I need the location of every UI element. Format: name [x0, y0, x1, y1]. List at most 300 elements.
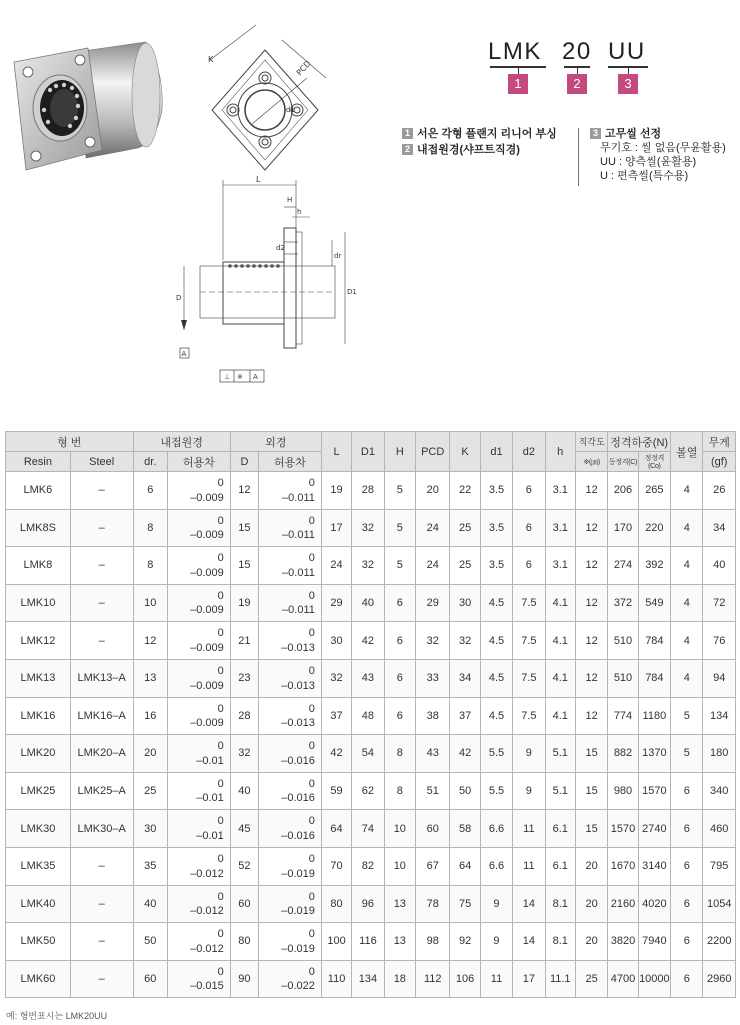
- cell-l: 37: [321, 697, 351, 735]
- cell-pcd: 32: [416, 622, 450, 660]
- cell-dr: 8: [133, 547, 167, 585]
- legend-num-2: 2: [402, 144, 413, 155]
- tolerance-upper: 0: [217, 514, 224, 527]
- side-view-drawing: [160, 170, 360, 385]
- tolerance-cell: [167, 547, 230, 585]
- cell-c: 2160: [608, 885, 638, 923]
- tolerance-upper: 0: [308, 852, 315, 865]
- legend-left: [402, 125, 557, 157]
- cell-k: 30: [450, 584, 480, 622]
- cell-d2: 9: [513, 772, 545, 810]
- tolerance-upper: 0: [308, 664, 315, 677]
- cell-perp: 12: [575, 472, 607, 510]
- tolerance-lower: –0.009: [190, 679, 224, 692]
- cell-dr: 25: [133, 772, 167, 810]
- tolerance-lower: –0.015: [190, 980, 224, 993]
- th-weight-unit: (gf): [703, 452, 736, 472]
- cell-h: 5.1: [545, 735, 575, 773]
- cell-c: 510: [608, 622, 638, 660]
- cell-k: 37: [450, 697, 480, 735]
- tolerance-cell: [259, 960, 322, 998]
- cell-d1: 62: [352, 772, 384, 810]
- table-row: [6, 659, 736, 697]
- tolerance-upper: 0: [308, 815, 315, 828]
- cell-c: 774: [608, 697, 638, 735]
- tolerance-cell: [259, 622, 322, 660]
- cell-perp: 15: [575, 772, 607, 810]
- cell-l: 29: [321, 584, 351, 622]
- cell-d: 45: [230, 810, 258, 848]
- tolerance-lower: –0.016: [281, 792, 315, 805]
- legend-divider: [578, 128, 579, 186]
- tolerance-cell: [167, 847, 230, 885]
- cell-resin: LMK40: [6, 885, 71, 923]
- cell-resin: LMK13: [6, 659, 71, 697]
- tolerance-lower: –0.012: [190, 905, 224, 918]
- cell-pcd: 112: [416, 960, 450, 998]
- cell-c: 1670: [608, 847, 638, 885]
- cell-balls: 4: [671, 547, 703, 585]
- cell-co: 3140: [638, 847, 670, 885]
- tolerance-lower: –0.016: [281, 829, 315, 842]
- th-dynamic: 동정격(C): [608, 452, 638, 472]
- cell-pcd: 98: [416, 923, 450, 961]
- cell-perp: 20: [575, 847, 607, 885]
- th-weight: 무게: [703, 432, 736, 452]
- cell-d2: 6: [513, 509, 545, 547]
- th-perp-unit: ※(㎛): [575, 452, 607, 472]
- table-row: [6, 697, 736, 735]
- cell-perp: 12: [575, 547, 607, 585]
- cell-co: 2740: [638, 810, 670, 848]
- cell-perp: 12: [575, 697, 607, 735]
- table-row: [6, 622, 736, 660]
- legend-item-3: 고무씰 선정: [605, 128, 662, 140]
- cell-co: 1570: [638, 772, 670, 810]
- frame-perp-symbol: ⊥: [224, 373, 231, 381]
- d-left-label: D: [176, 294, 182, 302]
- cell-co: 10000: [638, 960, 670, 998]
- cell-l: 42: [321, 735, 351, 773]
- cell-h: 6: [384, 584, 415, 622]
- cell-c: 1570: [608, 810, 638, 848]
- tolerance-upper: 0: [308, 890, 315, 903]
- th-d2: d2: [513, 432, 545, 472]
- cell-dr: 12: [133, 622, 167, 660]
- tolerance-cell: [167, 960, 230, 998]
- cell-d1: 28: [352, 472, 384, 510]
- tolerance-cell: [167, 697, 230, 735]
- cell-balls: 6: [671, 810, 703, 848]
- code-marker-3: 3: [618, 74, 638, 94]
- cell-steel: –: [70, 547, 133, 585]
- product-photo: [6, 30, 171, 180]
- cell-d1: 9: [480, 885, 512, 923]
- table-row: [6, 735, 736, 773]
- cell-d1: 3.5: [480, 547, 512, 585]
- cell-co: 4020: [638, 885, 670, 923]
- th-balls: 볼열: [671, 432, 703, 472]
- cell-pcd: 51: [416, 772, 450, 810]
- cell-h: 5: [384, 547, 415, 585]
- cell-d: 23: [230, 659, 258, 697]
- tolerance-upper: 0: [308, 928, 315, 941]
- cell-h: 18: [384, 960, 415, 998]
- cell-k: 42: [450, 735, 480, 773]
- cell-d1: 32: [352, 509, 384, 547]
- cell-h: 6: [384, 697, 415, 735]
- cell-steel: –: [70, 885, 133, 923]
- cell-h: 11.1: [545, 960, 575, 998]
- tolerance-upper: 0: [217, 589, 224, 602]
- k-label: K: [208, 55, 214, 64]
- th-outer: 외경: [230, 432, 321, 452]
- cell-pcd: 24: [416, 547, 450, 585]
- cell-dr: 16: [133, 697, 167, 735]
- cell-l: 80: [321, 885, 351, 923]
- cell-gf: 460: [703, 810, 736, 848]
- cell-h: 8.1: [545, 885, 575, 923]
- tolerance-upper: 0: [217, 552, 224, 565]
- cell-h: 6: [384, 659, 415, 697]
- cell-gf: 94: [703, 659, 736, 697]
- tolerance-lower: –0.019: [281, 942, 315, 955]
- cell-c: 882: [608, 735, 638, 773]
- cell-perp: 12: [575, 509, 607, 547]
- cell-pcd: 43: [416, 735, 450, 773]
- cell-d2: 11: [513, 810, 545, 848]
- cell-perp: 12: [575, 659, 607, 697]
- cell-c: 4700: [608, 960, 638, 998]
- cell-pcd: 20: [416, 472, 450, 510]
- cell-gf: 34: [703, 509, 736, 547]
- cell-perp: 20: [575, 885, 607, 923]
- cell-perp: 15: [575, 735, 607, 773]
- cell-balls: 4: [671, 584, 703, 622]
- cell-h: 8.1: [545, 923, 575, 961]
- cell-balls: 4: [671, 622, 703, 660]
- tolerance-lower: –0.009: [190, 529, 224, 542]
- tolerance-cell: [259, 472, 322, 510]
- cell-co: 265: [638, 472, 670, 510]
- footnote: 예: 형번표시는 LMK20UU: [6, 1011, 108, 1021]
- cell-k: 106: [450, 960, 480, 998]
- tolerance-upper: 0: [308, 477, 315, 489]
- cell-balls: 6: [671, 885, 703, 923]
- cell-pcd: 24: [416, 509, 450, 547]
- tolerance-cell: [259, 847, 322, 885]
- th-tol-outer: 허용차: [259, 452, 322, 472]
- cell-d1: 40: [352, 584, 384, 622]
- cell-l: 17: [321, 509, 351, 547]
- tolerance-cell: [259, 923, 322, 961]
- tolerance-upper: 0: [308, 965, 315, 978]
- tolerance-cell: [167, 810, 230, 848]
- cell-d2: 7.5: [513, 622, 545, 660]
- table-row: [6, 960, 736, 998]
- legend-right: [590, 125, 726, 183]
- cell-perp: 20: [575, 923, 607, 961]
- cell-l: 24: [321, 547, 351, 585]
- cell-h: 13: [384, 885, 415, 923]
- cell-d2: 7.5: [513, 584, 545, 622]
- cell-h: 5: [384, 509, 415, 547]
- tolerance-cell: [259, 810, 322, 848]
- code-stem-3: [628, 66, 629, 74]
- cell-k: 58: [450, 810, 480, 848]
- cell-h: 6.1: [545, 847, 575, 885]
- tolerance-upper: 0: [217, 627, 224, 640]
- cell-d1: 3.5: [480, 509, 512, 547]
- tolerance-lower: –0.011: [282, 491, 315, 504]
- cell-co: 549: [638, 584, 670, 622]
- cell-l: 30: [321, 622, 351, 660]
- cell-resin: LMK60: [6, 960, 71, 998]
- cell-gf: 134: [703, 697, 736, 735]
- cell-d1: 134: [352, 960, 384, 998]
- th-perp: 직각도: [575, 432, 607, 452]
- cell-gf: 795: [703, 847, 736, 885]
- th-h: H: [384, 432, 415, 472]
- cell-c: 510: [608, 659, 638, 697]
- tolerance-lower: –0.009: [190, 604, 224, 617]
- tolerance-lower: –0.022: [281, 980, 315, 993]
- cell-gf: 76: [703, 622, 736, 660]
- cell-d1: 5.5: [480, 772, 512, 810]
- cell-perp: 25: [575, 960, 607, 998]
- tolerance-upper: 0: [308, 552, 315, 565]
- tolerance-upper: 0: [217, 815, 224, 828]
- cell-d: 60: [230, 885, 258, 923]
- cell-h: 8: [384, 735, 415, 773]
- cell-resin: LMK10: [6, 584, 71, 622]
- cell-d1: 42: [352, 622, 384, 660]
- cell-perp: 12: [575, 584, 607, 622]
- tolerance-lower: –0.012: [190, 867, 224, 880]
- cell-steel: –: [70, 847, 133, 885]
- cell-co: 392: [638, 547, 670, 585]
- table-row: [6, 584, 736, 622]
- cell-d1: 32: [352, 547, 384, 585]
- cell-h: 5.1: [545, 772, 575, 810]
- cell-gf: 2200: [703, 923, 736, 961]
- cell-resin: LMK8S: [6, 509, 71, 547]
- cell-h: 10: [384, 810, 415, 848]
- tolerance-upper: 0: [217, 664, 224, 677]
- tolerance-upper: 0: [308, 702, 315, 715]
- code-seal: UU: [608, 38, 646, 65]
- tolerance-cell: [167, 923, 230, 961]
- cell-k: 50: [450, 772, 480, 810]
- cell-d: 52: [230, 847, 258, 885]
- cell-d2: 6: [513, 547, 545, 585]
- code-stem-2: [577, 66, 578, 74]
- cell-steel: –: [70, 923, 133, 961]
- dr-label: dr: [334, 252, 342, 260]
- l-label: L: [256, 175, 261, 184]
- tolerance-lower: –0.009: [190, 641, 224, 654]
- cell-balls: 6: [671, 847, 703, 885]
- cell-d2: 11: [513, 847, 545, 885]
- tolerance-cell: [167, 659, 230, 697]
- legend-item-2: 내접원경(샤프트직경): [417, 144, 520, 156]
- tolerance-upper: 0: [308, 740, 315, 753]
- tolerance-lower: –0.016: [281, 754, 315, 767]
- cell-d2: 14: [513, 885, 545, 923]
- cell-pcd: 60: [416, 810, 450, 848]
- th-d: D: [230, 452, 258, 472]
- cell-gf: 26: [703, 472, 736, 510]
- cell-l: 70: [321, 847, 351, 885]
- tolerance-cell: [167, 735, 230, 773]
- cell-balls: 6: [671, 923, 703, 961]
- tolerance-lower: –0.019: [281, 905, 315, 918]
- cell-balls: 5: [671, 735, 703, 773]
- cell-c: 206: [608, 472, 638, 510]
- th-inner: 내접원경: [133, 432, 230, 452]
- tolerance-lower: –0.011: [282, 529, 315, 542]
- cell-d1: 4.5: [480, 659, 512, 697]
- legend-num-3: 3: [590, 128, 601, 139]
- code-stem-1: [518, 66, 519, 74]
- cell-k: 22: [450, 472, 480, 510]
- tolerance-lower: –0.013: [281, 679, 315, 692]
- th-static: 정정격(Co): [638, 452, 670, 472]
- cell-d2: 7.5: [513, 697, 545, 735]
- cell-dr: 6: [133, 472, 167, 510]
- tolerance-cell: [259, 547, 322, 585]
- cell-dr: 8: [133, 509, 167, 547]
- cell-d: 32: [230, 735, 258, 773]
- tolerance-cell: [167, 509, 230, 547]
- cell-pcd: 67: [416, 847, 450, 885]
- cell-h: 5: [384, 472, 415, 510]
- cell-k: 32: [450, 622, 480, 660]
- cell-balls: 4: [671, 509, 703, 547]
- cell-resin: LMK30: [6, 810, 71, 848]
- cell-d1: 4.5: [480, 584, 512, 622]
- table-row: [6, 772, 736, 810]
- table-row: [6, 923, 736, 961]
- cell-gf: 2960: [703, 960, 736, 998]
- tolerance-lower: –0.012: [190, 942, 224, 955]
- tolerance-cell: [259, 697, 322, 735]
- d2-label: d2: [276, 244, 285, 252]
- cell-c: 372: [608, 584, 638, 622]
- tolerance-cell: [167, 622, 230, 660]
- h-lower-label: h: [297, 208, 302, 216]
- cell-c: 274: [608, 547, 638, 585]
- cell-dr: 13: [133, 659, 167, 697]
- cell-d1: 5.5: [480, 735, 512, 773]
- tolerance-upper: 0: [308, 514, 315, 527]
- cell-perp: 15: [575, 810, 607, 848]
- code-series: LMK: [488, 38, 542, 65]
- cell-h: 4.1: [545, 622, 575, 660]
- tolerance-upper: 0: [217, 852, 224, 865]
- cell-h: 4.1: [545, 659, 575, 697]
- cell-steel: –: [70, 622, 133, 660]
- tolerance-cell: [167, 472, 230, 510]
- cell-d2: 7.5: [513, 659, 545, 697]
- cell-perp: 12: [575, 622, 607, 660]
- th-tol-inner: 허용차: [167, 452, 230, 472]
- th-d1: D1: [352, 432, 384, 472]
- tolerance-upper: 0: [217, 777, 224, 790]
- cell-pcd: 38: [416, 697, 450, 735]
- cell-d: 28: [230, 697, 258, 735]
- code-size: 20: [562, 38, 592, 65]
- th-l: L: [321, 432, 351, 472]
- cell-l: 32: [321, 659, 351, 697]
- cell-gf: 180: [703, 735, 736, 773]
- table-row: [6, 847, 736, 885]
- code-marker-2: 2: [567, 74, 587, 94]
- cell-l: 19: [321, 472, 351, 510]
- tolerance-lower: –0.009: [190, 491, 224, 504]
- cell-gf: 1054: [703, 885, 736, 923]
- cell-dr: 60: [133, 960, 167, 998]
- cell-d1: 4.5: [480, 622, 512, 660]
- tolerance-upper: 0: [217, 965, 224, 978]
- cell-k: 25: [450, 547, 480, 585]
- cell-co: 1180: [638, 697, 670, 735]
- tolerance-cell: [167, 885, 230, 923]
- tolerance-upper: 0: [308, 627, 315, 640]
- cell-d1: 54: [352, 735, 384, 773]
- spec-table-body: [6, 472, 736, 998]
- tolerance-lower: –0.019: [281, 867, 315, 880]
- tolerance-upper: 0: [308, 777, 315, 790]
- tolerance-cell: [167, 772, 230, 810]
- cell-d1: 74: [352, 810, 384, 848]
- cell-d: 90: [230, 960, 258, 998]
- cell-dr: 20: [133, 735, 167, 773]
- cell-d: 80: [230, 923, 258, 961]
- tolerance-lower: –0.009: [190, 566, 224, 579]
- cell-dr: 35: [133, 847, 167, 885]
- cell-steel: –: [70, 960, 133, 998]
- cell-l: 64: [321, 810, 351, 848]
- d1-right-label: D1: [347, 288, 357, 296]
- cell-d1: 82: [352, 847, 384, 885]
- table-row: [6, 885, 736, 923]
- th-load: 정격하중(N): [608, 432, 671, 452]
- cell-steel: LMK30–A: [70, 810, 133, 848]
- cell-gf: 72: [703, 584, 736, 622]
- legend-item-1: 서은 각형 플랜지 리니어 부싱: [417, 128, 557, 140]
- cell-co: 784: [638, 659, 670, 697]
- tolerance-lower: –0.01: [196, 754, 224, 767]
- tolerance-cell: [259, 584, 322, 622]
- cell-d1: 6.6: [480, 810, 512, 848]
- tolerance-lower: –0.009: [190, 717, 224, 730]
- cell-l: 110: [321, 960, 351, 998]
- tolerance-lower: –0.011: [282, 604, 315, 617]
- seal-option-uu: UU : 양측씰(윤활용): [600, 156, 697, 168]
- th-k: K: [450, 432, 480, 472]
- tolerance-upper: 0: [217, 477, 224, 489]
- cell-k: 75: [450, 885, 480, 923]
- frame-datum: A: [253, 373, 258, 381]
- cell-c: 170: [608, 509, 638, 547]
- frame-note-symbol: ※: [237, 373, 243, 381]
- cell-d: 12: [230, 472, 258, 510]
- th-steel: Steel: [70, 452, 133, 472]
- tolerance-upper: 0: [217, 890, 224, 903]
- cell-h: 10: [384, 847, 415, 885]
- cell-balls: 4: [671, 659, 703, 697]
